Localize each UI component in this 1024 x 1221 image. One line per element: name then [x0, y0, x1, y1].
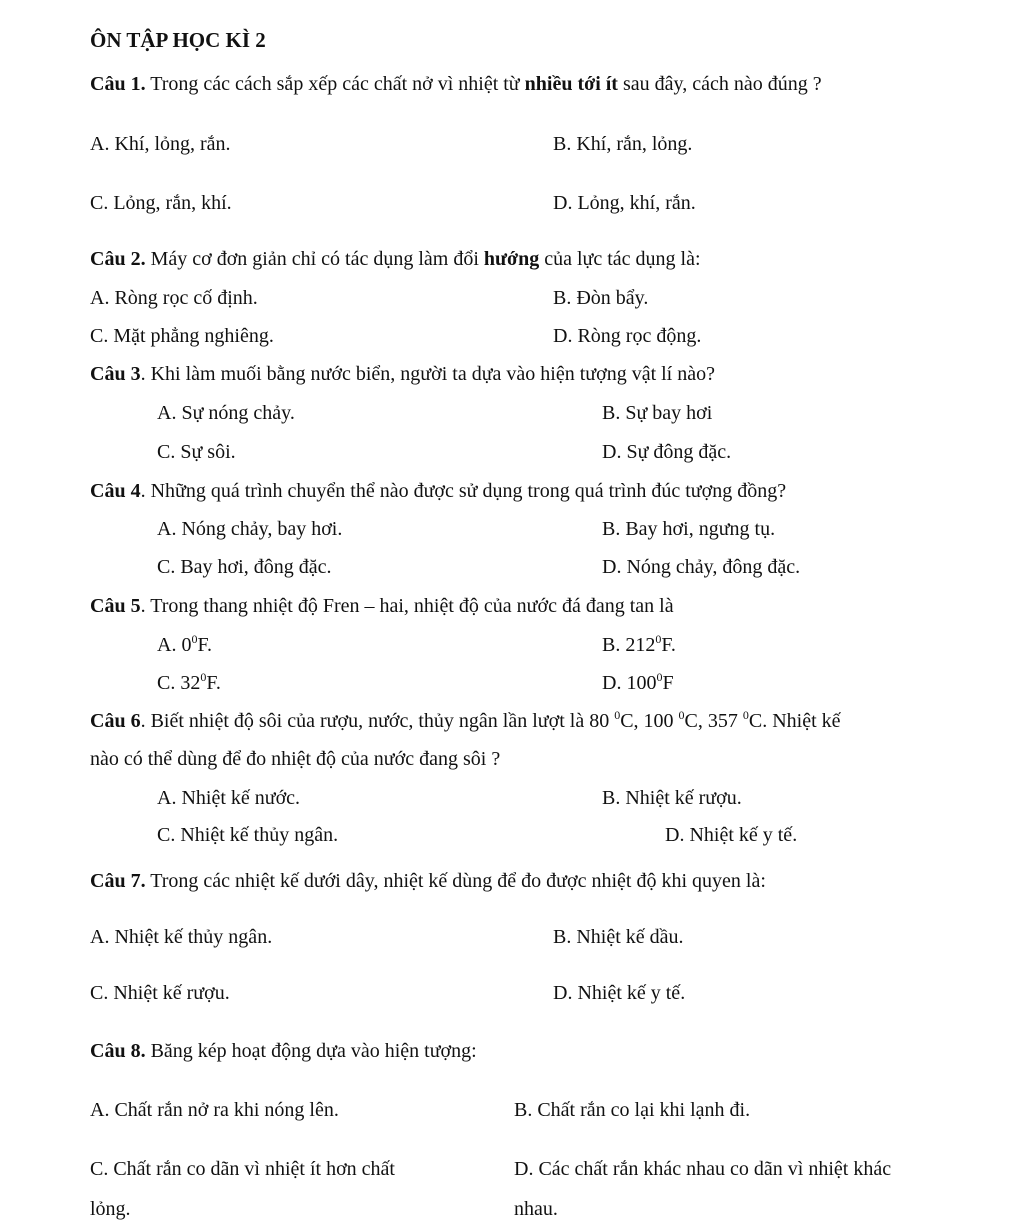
- question-text: Trong các nhiệt kế dưới dây, nhiệt kế dùng để đo được nhiệt độ khi quyen là:: [145, 870, 766, 892]
- q2-option-c: C. Mặt phẳng nghiêng.: [90, 325, 274, 347]
- question-text: của lực tác dụng là:: [539, 248, 701, 270]
- question-number: Câu 2.: [90, 248, 146, 270]
- q5-option-c: [157, 671, 221, 695]
- degree-sign: 0: [742, 708, 749, 722]
- option-unit: F.: [197, 634, 212, 656]
- q7-option-b: B. Nhiệt kế dầu.: [553, 926, 684, 948]
- q1-option-d: D. Lỏng, khí, rắn.: [553, 192, 696, 214]
- q3-option-a: A. Sự nóng chảy.: [157, 402, 295, 424]
- page-title: ÔN TẬP HỌC KÌ 2: [90, 28, 266, 52]
- q8-option-b: B. Chất rắn co lại khi lạnh đi.: [514, 1099, 751, 1121]
- option-value: C. 32: [157, 672, 201, 694]
- degree-sign: 0: [656, 670, 663, 684]
- question-number: Câu 5: [90, 595, 141, 617]
- q2-option-a: A. Ròng rọc cố định.: [90, 287, 258, 309]
- question-text: . Khi làm muối bằng nước biển, người ta dựa vào hiện tượng vật lí nào?: [140, 363, 715, 385]
- question-text: . Trong thang nhiệt độ Fren – hai, nhiệt độ của nước đá đang tan là: [140, 595, 674, 617]
- degree-sign: 0: [678, 708, 685, 722]
- question-text: . Những quá trình chuyển thể nào được sử dụng trong quá trình đúc tượng đồng?: [140, 480, 787, 502]
- question-emphasis: nhiều tới ít: [524, 73, 618, 95]
- option-unit: F.: [661, 634, 676, 656]
- q6-option-a: A. Nhiệt kế nước.: [157, 787, 301, 809]
- q1-option-b: B. Khí, rắn, lỏng.: [553, 133, 693, 155]
- degree-sign: 0: [655, 632, 662, 646]
- question-number: Câu 8.: [90, 1040, 146, 1062]
- question-6: [90, 709, 841, 733]
- question-text: . Biết nhiệt độ sôi của rượu, nước, thủy ngân lần lượt là 80: [140, 710, 615, 732]
- option-unit: F.: [206, 672, 221, 694]
- q7-option-d: D. Nhiệt kế y tế.: [553, 982, 686, 1004]
- q8-option-c-cont: lỏng.: [90, 1198, 131, 1220]
- unit: C: [684, 710, 698, 732]
- q8-option-d: D. Các chất rắn khác nhau co dãn vì nhiệt khác: [514, 1158, 892, 1180]
- question-emphasis: hướng: [483, 248, 540, 270]
- q1-option-c: C. Lỏng, rắn, khí.: [90, 192, 232, 214]
- q3-option-d: D. Sự đông đặc.: [602, 441, 732, 463]
- question-text: Băng kép hoạt động dựa vào hiện tượng:: [145, 1040, 477, 1062]
- question-text: sau đây, cách nào đúng ?: [617, 73, 822, 95]
- q7-option-c: C. Nhiệt kế rượu.: [90, 982, 230, 1004]
- degree-sign: 0: [191, 632, 198, 646]
- q8-option-d-cont: nhau.: [514, 1198, 558, 1220]
- q8-option-c: C. Chất rắn co dãn vì nhiệt ít hơn chất: [90, 1158, 395, 1180]
- question-number: Câu 7.: [90, 870, 146, 892]
- question-7: [90, 869, 766, 893]
- q6-option-d: D. Nhiệt kế y tế.: [665, 824, 798, 846]
- question-number: Câu 4: [90, 480, 141, 502]
- q3-option-b: B. Sự bay hơi: [602, 402, 713, 424]
- option-unit: F: [662, 672, 674, 694]
- q4-option-d: D. Nóng chảy, đông đặc.: [602, 556, 801, 578]
- q5-option-d: [602, 671, 674, 695]
- question-text: Máy cơ đơn giản chỉ có tác dụng làm đổi: [145, 248, 484, 270]
- unit: C: [620, 710, 634, 732]
- question-6-line-2: nào có thể dùng để đo nhiệt độ của nước đang sôi ?: [90, 748, 501, 770]
- q3-option-c: C. Sự sôi.: [157, 441, 236, 463]
- question-number: Câu 3: [90, 363, 141, 385]
- q4-option-b: B. Bay hơi, ngưng tụ.: [602, 518, 776, 540]
- question-text: , 357: [697, 710, 743, 732]
- q2-option-d: D. Ròng rọc động.: [553, 325, 702, 347]
- question-1: [90, 72, 822, 96]
- unit: C: [748, 710, 763, 732]
- question-8: [90, 1039, 477, 1063]
- question-text: , 100: [633, 710, 679, 732]
- question-text: . Nhiệt kế: [762, 710, 841, 732]
- option-value: B. 212: [602, 634, 656, 656]
- q5-option-a: [157, 633, 212, 657]
- q6-option-b: B. Nhiệt kế rượu.: [602, 787, 742, 809]
- question-number: Câu 1.: [90, 73, 146, 95]
- q5-option-b: [602, 633, 676, 657]
- q8-option-a: A. Chất rắn nở ra khi nóng lên.: [90, 1099, 339, 1121]
- degree-sign: 0: [200, 670, 207, 684]
- q4-option-a: A. Nóng chảy, bay hơi.: [157, 518, 343, 540]
- option-value: D. 100: [602, 672, 657, 694]
- question-text: Trong các cách sắp xếp các chất nở vì nhiệt từ: [145, 73, 525, 95]
- question-4: [90, 479, 786, 503]
- q2-option-b: B. Đòn bẩy.: [553, 287, 649, 309]
- option-value: A. 0: [157, 634, 192, 656]
- q4-option-c: C. Bay hơi, đông đặc.: [157, 556, 332, 578]
- q1-option-a: A. Khí, lỏng, rắn.: [90, 133, 231, 155]
- q7-option-a: A. Nhiệt kế thủy ngân.: [90, 926, 273, 948]
- q6-option-c: C. Nhiệt kế thủy ngân.: [157, 824, 339, 846]
- question-3: [90, 362, 715, 386]
- question-2: [90, 247, 701, 271]
- question-number: Câu 6: [90, 710, 141, 732]
- question-5: [90, 594, 674, 618]
- degree-sign: 0: [614, 708, 621, 722]
